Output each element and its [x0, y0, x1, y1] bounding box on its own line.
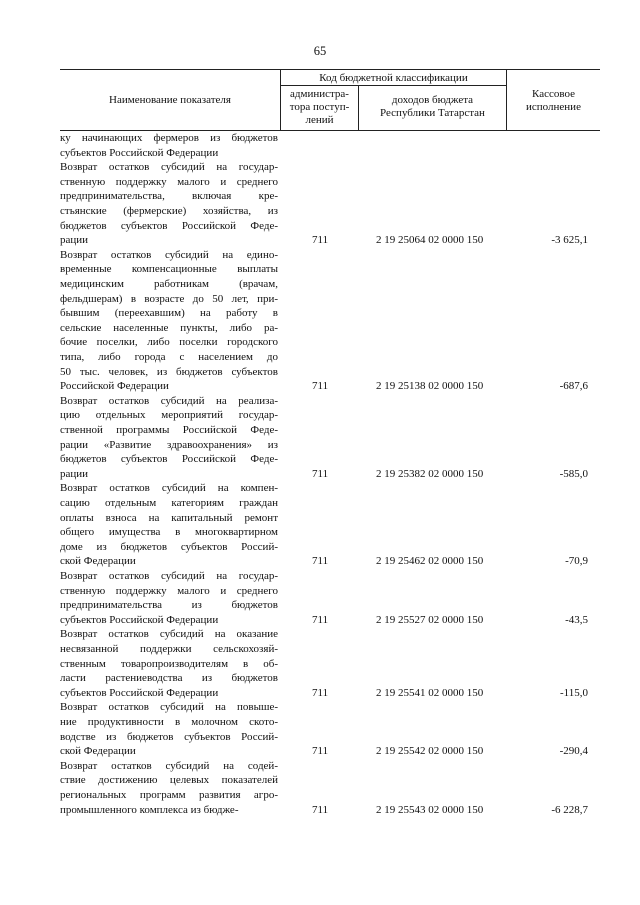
header-name-col: Наименование показателя	[109, 94, 231, 106]
header-income-col: доходов бюджета Республики Татарстан	[380, 94, 485, 119]
indicator-name-line: бюджетов субъектов Российской Феде-	[60, 453, 278, 466]
header-exec-col: Кассовое исполнение	[526, 88, 581, 113]
admin-code: 711	[312, 234, 329, 247]
indicator-name-line: временные компенсационные выплаты	[60, 263, 278, 276]
cash-execution: -115,0	[559, 686, 588, 699]
indicator-name	[60, 160, 278, 248]
income-code: 2 19 25382 02 0000 150	[376, 467, 484, 480]
indicator-name-line: 50 тыс. человек, из бюджетов субъектов	[60, 365, 278, 378]
indicator-name-line: предпринимательства из бюджетов	[60, 599, 278, 612]
income-code: 2 19 25543 02 0000 150	[376, 803, 484, 816]
indicator-name-line: сацию отдельным категориям граждан	[60, 496, 278, 509]
header-admin-col: администра- тора поступ- лений	[289, 88, 350, 126]
indicator-name-line: Возврат остатков субсидий на государ-	[60, 570, 278, 582]
indicator-name-line: промышленного комплекса из бюдже-	[60, 803, 239, 816]
indicator-name-line: ственной программы Российской Феде-	[60, 423, 278, 436]
indicator-name-line: ской Федерации	[60, 745, 136, 758]
indicator-name	[60, 131, 278, 160]
indicator-name-line: общего имущества в многоквартирном	[60, 526, 278, 539]
admin-code: 711	[312, 745, 329, 758]
indicator-name-line: Возврат остатков субсидий на оказание	[60, 628, 278, 641]
indicator-name-line: доме из бюджетов субъектов Россий-	[60, 540, 278, 553]
cash-execution: -585,0	[559, 467, 588, 480]
indicator-name	[60, 627, 278, 700]
indicator-name-line: Возврат остатков субсидий на содей-	[60, 759, 278, 772]
indicator-name-line: водстве из бюджетов субъектов Россий-	[60, 730, 278, 743]
indicator-name-line: Возврат остатков субсидий на едино-	[60, 248, 278, 261]
indicator-name-line: субъектов Российской Федерации	[60, 686, 219, 699]
indicator-name-line: бюджетов субъектов Российской Феде-	[60, 219, 278, 232]
indicator-name-line: типа, либо города с населением до	[60, 350, 278, 363]
indicator-name-line: Возврат остатков субсидий на повыше-	[60, 701, 278, 714]
indicator-name-line: бочие поселки, либо поселки городского	[60, 336, 278, 349]
admin-code: 711	[312, 803, 329, 816]
indicator-name-line: региональных программ развития агро-	[60, 788, 278, 801]
admin-code: 711	[312, 467, 329, 480]
indicator-name-line: цию отдельных мероприятий государ-	[60, 409, 278, 422]
indicator-name-line: бывшим (переехавшим) на работу в	[60, 307, 278, 320]
page-number: 65	[313, 44, 327, 58]
indicator-name	[60, 394, 278, 482]
admin-code: 711	[312, 380, 329, 393]
cash-execution: -6 228,7	[551, 803, 588, 816]
income-code: 2 19 25064 02 0000 150	[376, 234, 484, 247]
admin-code: 711	[312, 686, 329, 699]
header-group-rule	[280, 85, 506, 86]
indicator-name-line: ние продуктивности в молочном ското-	[60, 715, 278, 728]
cash-execution: -70,9	[565, 555, 588, 568]
header-top-rule	[60, 69, 600, 70]
indicator-name-line: ствие достижению целевых показателей	[60, 774, 278, 787]
admin-code: 711	[312, 613, 329, 626]
indicator-name-line: ку начинающих фермеров из бюджетов	[60, 132, 278, 144]
indicator-name-line: сельские населенные пункты, либо ра-	[60, 321, 278, 334]
indicator-name-line: ласти растениеводства из бюджетов	[60, 672, 278, 685]
indicator-name	[60, 700, 278, 758]
cash-execution: -290,4	[559, 745, 588, 758]
cash-execution: -43,5	[565, 613, 588, 626]
indicator-name-line: ственную поддержку малого и среднего	[60, 584, 278, 597]
indicator-name-line: стьянские (фермерские) хозяйства, из	[60, 204, 278, 217]
indicator-name-line: рации «Развитие здравоохранения» из	[60, 438, 278, 451]
indicator-name-line: ственным товаропроизводителям в об-	[60, 657, 278, 670]
indicator-name	[60, 248, 278, 394]
income-code: 2 19 25542 02 0000 150	[376, 745, 484, 758]
admin-code: 711	[312, 555, 329, 568]
indicator-name-line: ской Федерации	[60, 555, 136, 568]
indicator-name-line: рации	[60, 234, 89, 247]
cash-execution: -687,6	[559, 380, 588, 393]
income-code: 2 19 25462 02 0000 150	[376, 555, 484, 568]
indicator-name-line: Возврат остатков субсидий на реализа-	[60, 394, 278, 407]
indicator-name-line: фельдшерам) в возрасте до 50 лет, при-	[60, 292, 278, 305]
indicator-name-line: медицинским работникам (врачам,	[60, 277, 278, 290]
indicator-name-line: субъектов Российской Федерации	[60, 613, 219, 626]
indicator-name-line: Возврат остатков субсидий на компен-	[60, 482, 278, 495]
cash-execution: -3 625,1	[551, 234, 588, 247]
income-code: 2 19 25541 02 0000 150	[376, 686, 484, 699]
header-code-group: Код бюджетной классификации	[319, 72, 468, 84]
indicator-name-line: оплаты взноса на капитальный ремонт	[60, 511, 278, 524]
indicator-name-line: предпринимательства, включая кре-	[60, 190, 278, 203]
indicator-name	[60, 481, 278, 569]
indicator-name-line: рации	[60, 467, 89, 480]
indicator-name	[60, 569, 278, 627]
indicator-name	[60, 759, 278, 817]
indicator-name-line: несвязанной поддержки сельскохозяй-	[60, 642, 278, 655]
indicator-name-line: Возврат остатков субсидий на государ-	[60, 161, 278, 174]
indicator-name-line: Российской Федерации	[60, 380, 169, 393]
indicator-name-line: ственную поддержку малого и среднего	[60, 175, 278, 188]
income-code: 2 19 25138 02 0000 150	[376, 380, 484, 393]
income-code: 2 19 25527 02 0000 150	[376, 613, 484, 626]
indicator-name-line: субъектов Российской Федерации	[60, 146, 219, 159]
